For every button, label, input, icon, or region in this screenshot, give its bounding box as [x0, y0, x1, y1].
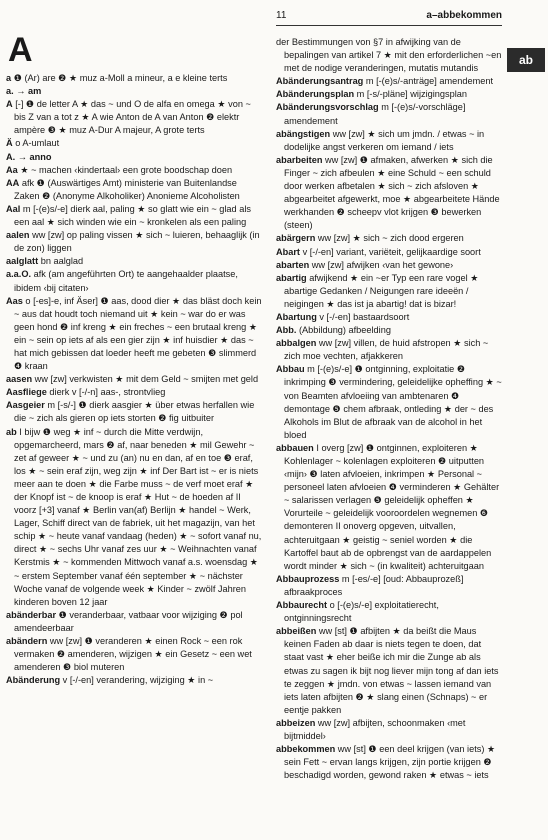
dictionary-entry	[276, 573, 502, 599]
dictionary-entry	[276, 442, 502, 573]
dictionary-entry	[6, 255, 262, 268]
entry-definition: [-] ❶ de letter A ★ das ~ und O de alfa en omega ★ von ~ bis Z van a tot z ★ A wie Anton de A van Anton ❷ elektr ampère ❸ ★ muz A-Dur A majeur, A grote terts	[14, 99, 251, 136]
headword-range: a–abbekommen	[426, 10, 502, 21]
dictionary-entry	[6, 72, 262, 85]
entry-headword: Abbau	[276, 364, 305, 375]
entry-definition: ww [zw] ★ sich ~ zich dood ergeren	[317, 233, 464, 244]
entry-headword: Abart	[276, 246, 300, 257]
dictionary-entry	[6, 85, 262, 98]
entry-definition: m [-(e)s/-anträge] amendement	[365, 76, 494, 87]
dictionary-entry	[6, 609, 262, 635]
entry-headword: aalglatt	[6, 256, 39, 267]
dictionary-entry	[6, 295, 262, 374]
entry-definition: v [-/-en] verandering, wijziging ★ in ~	[62, 675, 214, 686]
entry-headword: abbalgen	[276, 338, 317, 349]
dictionary-entry	[276, 75, 502, 88]
right-column	[276, 36, 502, 836]
entry-headword: Abb.	[276, 325, 297, 336]
entry-headword: abbeißen	[276, 626, 317, 637]
entry-definition: m [-(e)s/-e] ❶ ontginning, exploitatie ❷ inkrimping ❸ vermindering, geleidelijke opheffing ★ ~ von Beamten afvloeiing van ambtenaren ❹ demontage ❺ chem afbraak, ontleding ★ der ~ des Alkohols im Blut de afbraak van de alcohol in het bloed	[284, 364, 502, 440]
dictionary-entry	[6, 137, 262, 150]
entry-definition: afwijkend ★ ein ~er Typ een rare vogel ★ abartige Gedanken / Neigungen rare ideeën / neigingen ★ das ist ja abartig! dat is bizar!	[284, 272, 479, 309]
entry-headword: ab	[6, 426, 17, 437]
entry-definition: o [-es]-e, inf Äser] ❶ aas, dood dier ★ das bläst doch kein ~ aus dat houdt toch niemand uit ★ kein ~ war do er was geen hond ❷ inf kreng ★ ein freches ~ een brutaal kreng ★ ein ~ sein op iets af als een gier zijn ★ inf huisdier ★ das ~ hat mich gebissen dat loeder heeft me gebeten ❸ slimmerd ❹ kraan	[14, 295, 262, 372]
entry-headword: abarbeiten	[276, 154, 323, 165]
entry-headword: Aal	[6, 203, 21, 214]
entry-definition: ww [st] ❶ een deel krijgen (van iets) ★ sein Fett ~ ervan langs krijgen, zijn portie krijgen ❷ beschadigd worden, gewond raken ★ etwas ~ iets	[284, 744, 496, 781]
entry-definition: ww [zw] villen, de huid afstropen ★ sich ~ zich moe vechten, afjakkeren	[284, 338, 489, 362]
entry-definition: afk (am angeführten Ort) te aangehaalder plaatse, ibidem ‹bij citaten›	[14, 269, 238, 293]
thumb-index-tab: ab	[507, 48, 545, 72]
entry-headword: a. → am	[6, 86, 42, 97]
dictionary-entry	[276, 337, 502, 363]
dictionary-entry	[276, 625, 502, 717]
dictionary-entry	[276, 154, 502, 233]
dictionary-entry	[276, 363, 502, 442]
entry-headword: Ä	[6, 138, 13, 149]
entry-definition: dierk v [-/-n] aas-, strontvlieg	[49, 387, 166, 398]
entry-headword: aalen	[6, 230, 30, 241]
entry-definition: m [-es/-e] [oud: Abbauprozeß] afbraakproces	[284, 573, 464, 597]
entry-definition: m [-(e)s/-vorschläge] amendement	[284, 102, 466, 126]
entry-headword: AA	[6, 177, 20, 188]
entry-definition: afk ❶ (Auswärtiges Amt) ministerie van Buitenlandse Zaken ❷ (Anonyme Alkoholiker) Anonieme Alcoholisten	[14, 177, 240, 201]
running-head	[276, 8, 502, 26]
dictionary-entry	[276, 311, 502, 324]
entry-headword: Abänderung	[6, 675, 61, 686]
entry-headword: abarten	[276, 259, 310, 270]
dictionary-entry	[6, 229, 262, 255]
entry-headword: abbauen	[276, 442, 314, 453]
dictionary-entry	[276, 246, 502, 259]
entry-definition: v [-/-en] bastaardsoort	[319, 311, 410, 322]
left-column	[6, 72, 262, 836]
entry-definition: I bijw ❶ weg ★ inf ~ durch die Mitte verdwijn, opgemarcheerd, mars ❷ af, naar beneden ★ mil Gewehr ~ zet af geweer ★ ~ und zu (an) nu en dan, af en toe ❸ eraf, los ★ ~ sein eraf zijn, weg zijn ★ inf Der Bart ist ~ er is niets meer aan te doen ★ die Farbe muss ~ de verf moet eraf ★ der Knopf ist ~ de knoop is eraf ★ Hut ~ de hoeden af II voorz [+3] vanaf ★ Berlin van(af) Berlijn ★ handel ~ Werk, Lager, Schiff direct van de fabriek, uit het magazijn, van het schip ★ ~ heute vanaf vandaag (heden) ★ ~ sofort vanaf nu, direct ★ ~ sechs Uhr vanaf zes uur ★ ~ Weihnachten vanaf Kerstmis ★ ~ kommenden Mittwoch vanaf a.s. woensdag ★ ~ erstem September vanaf één september ★ ~ nächster Woche vanaf de volgende week ★ Kinder ~ zwölf Jahren kinderen boven 12 jaar	[14, 426, 262, 607]
entry-headword: a	[6, 73, 12, 83]
entry-headword: abbeizen	[276, 717, 316, 728]
dictionary-entry	[6, 268, 262, 294]
entry-headword: abändern	[6, 636, 48, 647]
entry-definition: m [-s/-pläne] wijzigingsplan	[356, 89, 467, 100]
entry-definition: ww [zw] afbijten, schoonmaken ‹met bijtmiddel›	[284, 717, 466, 741]
section-letter: A	[8, 31, 33, 69]
dictionary-entry	[276, 36, 502, 75]
dictionary-entry	[6, 151, 262, 164]
entry-definition: m [-(e)s/-e] dierk aal, paling ★ so glatt wie ein ~ glad als een aal ★ sich winden wie ein ~ kronkelen als een paling	[14, 203, 251, 228]
entry-headword: Abartung	[276, 311, 317, 322]
dictionary-entry	[276, 128, 502, 154]
entry-headword: A	[6, 99, 13, 110]
entry-headword: Abänderungsantrag	[276, 76, 364, 87]
dictionary-entry	[6, 426, 262, 609]
dictionary-entry	[6, 635, 262, 674]
dictionary-entry	[6, 399, 262, 425]
entry-headword: Abänderungsplan	[276, 89, 355, 100]
entry-headword: A. → anno	[6, 151, 52, 162]
dictionary-entry	[6, 98, 262, 137]
entry-headword: Aasgeier	[6, 400, 45, 411]
entry-headword: Aas	[6, 295, 23, 306]
dictionary-entry	[6, 203, 262, 229]
dictionary-entry	[6, 674, 262, 687]
entry-definition: m [-s/-] ❶ dierk aasgier ★ über etwas herfallen wie die ~ zich als gieren op iets storten ❷ fig uitbuiter	[14, 400, 255, 424]
entry-definition: v [-/-en] variant, variëteit, gelijkaardige soort	[302, 246, 481, 257]
entry-headword: abartig	[276, 272, 307, 283]
entry-headword: Aasfliege	[6, 387, 47, 398]
dictionary-entry	[276, 259, 502, 272]
entry-headword: Abbauprozess	[276, 573, 340, 584]
entry-definition: ww [zw] ★ sich um jmdn. / etwas ~ in dodelijke angst verkeren om iemand / iets	[284, 128, 485, 152]
dictionary-entry	[276, 743, 502, 782]
entry-definition: ww [zw] verkwisten ★ mit dem Geld ~ smijten met geld	[34, 374, 259, 385]
entry-definition: ww [zw] afwijken ‹van het gewone›	[311, 259, 454, 270]
entry-definition: ★ ~ machen ‹kindertaal› een grote boodschap doen	[20, 164, 233, 175]
dictionary-entry	[276, 599, 502, 625]
entry-definition: der Bestimmungen von §7 in afwijking van de bepalingen van artikel 7 ★ mit den erforderlichen ~en met de nodige veranderingen, mutatis mutandis	[276, 37, 502, 74]
dictionary-entry	[6, 164, 262, 177]
entry-headword: aasen	[6, 374, 33, 385]
entry-headword: abänderbar	[6, 609, 57, 620]
page-number: 11	[276, 10, 287, 21]
dictionary-entry	[276, 324, 502, 337]
dictionary-entry	[276, 717, 502, 743]
dictionary-entry	[276, 88, 502, 101]
entry-definition: o A-umlaut	[15, 138, 60, 149]
dictionary-entry	[6, 373, 262, 386]
entry-definition: ❶ (Ar) are ❷ ★ muz a-Moll a mineur, a e kleine terts	[13, 73, 228, 83]
entry-headword: Abänderungsvorschlag	[276, 102, 379, 113]
entry-definition: I overg [zw] ❶ ontginnen, exploiteren ★ Kohlenlager ~ kolenlagen exploiteren ❷ uitputten ‹mijn› ❸ laten afvloeien, inkrimpen ★ Personal ~ personeel laten afvloeien ❹ verminderen ★ Gehälter ~ salarissen verlagen ❺ geleidelijk opheffen ★ Vorurteile ~ geleidelijk vooroordelen wegnemen ❻ demonteren II onoverg opgeven, uitvallen, achteruitgaan ★ geistig ~ seniel worden ★ die Kartoffel baut ab de opbrengst van de aardappelen wordt minder ★ sich ~ (in kwaliteit) achteruitgaan	[284, 442, 500, 571]
entry-definition: (Abbildung) afbeelding	[298, 325, 391, 336]
entry-definition: ww [zw] op paling vissen ★ sich ~ luieren, behaaglijk (in de zon) liggen	[14, 230, 260, 254]
entry-headword: abängstigen	[276, 128, 331, 139]
entry-definition: ww [st] ❶ afbijten ★ da beißt die Maus keinen Faden ab daar is niets tegen te doen, dat staat vast ★ eher beiße ich mir die Zunge ab als etwas zu sagen ik bijt nog liever mijn tong af dan iets te zeggen ★ jmdn. von etwas ~ lassen iemand van iets laten afbijten ❷ ★ slang einen (Schnaps) ~ er eentje pakken	[284, 626, 499, 715]
entry-headword: Aa	[6, 164, 18, 175]
entry-headword: abärgern	[276, 233, 316, 244]
header-rule	[276, 25, 502, 26]
dictionary-entry	[276, 101, 502, 127]
entry-definition: ww [zw] ❶ afmaken, afwerken ★ sich die Finger ~ zich afbeulen ★ eine Schuld ~ een schuld door werken afbetalen ★ sich ~ zich afsloven ★ abgearbeitet afgewerkt, moe ★ abgearbeitete Hände werkhanden ❷ scheepv vlot krijgen ❸ bewerken (steen)	[284, 154, 500, 231]
dictionary-entry	[276, 232, 502, 245]
dictionary-entry	[276, 272, 502, 311]
dictionary-entry	[6, 386, 262, 399]
dictionary-entry	[6, 177, 262, 203]
entry-headword: Abbaurecht	[276, 600, 328, 611]
entry-definition: bn aalglad	[40, 256, 84, 267]
entry-definition: o [-(e)s/-e] exploitatierecht, ontginningsrecht	[284, 600, 439, 624]
entry-definition: ❶ veranderbaar, vatbaar voor wijziging ❷ pol amendeerbaar	[14, 609, 243, 633]
entry-definition: ww [zw] ❶ veranderen ★ einen Rock ~ een rok vermaken ❷ amenderen, wijzigen ★ ein Gesetz ~ een wet amenderen ❸ biol muteren	[14, 636, 252, 673]
entry-headword: abbekommen	[276, 744, 336, 755]
entry-headword: a.a.O.	[6, 269, 32, 280]
